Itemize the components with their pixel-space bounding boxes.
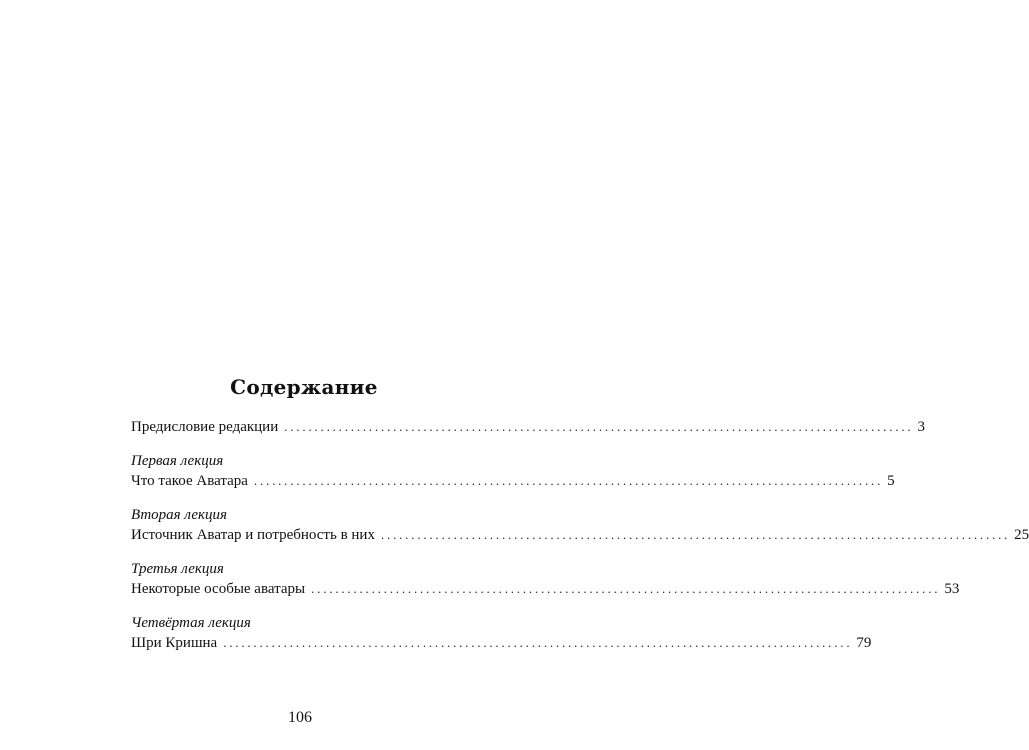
toc-entry-page: 5 [887, 473, 895, 489]
toc-entry-lecture-1 [131, 452, 895, 491]
toc-entry-row [131, 579, 960, 599]
dot-leader: ........................................................................................................ [253, 473, 884, 488]
toc-entry-lecture-3 [131, 560, 960, 599]
page-number: 106 [288, 709, 312, 726]
lecture-label: Вторая лекция [131, 507, 227, 523]
toc-entry-preface [131, 417, 925, 437]
dot-leader: ........................................................................................................ [223, 635, 853, 650]
toc-entry-lecture-4 [131, 614, 872, 653]
toc-entry-page: 53 [944, 581, 960, 597]
toc-entry-page: 79 [856, 635, 872, 651]
toc-entry-row [131, 525, 1029, 545]
dot-leader: ........................................................................................................ [284, 419, 914, 434]
toc-entries [131, 417, 1029, 653]
toc-entry-page: 3 [917, 419, 925, 435]
dot-leader: ........................................................................................................ [380, 527, 1011, 542]
toc-entry-title: Источник Аватар и потребность в них [131, 527, 375, 543]
toc-entry-title: Предисловие редакции [131, 419, 279, 435]
toc-entry-title: Что такое Аватара [131, 473, 248, 489]
toc-title: Содержание [230, 375, 378, 399]
toc-entry-title: Шри Кришна [131, 635, 218, 651]
toc-entry-row [131, 471, 895, 491]
toc-entry-row [131, 633, 872, 653]
lecture-label: Третья лекция [131, 561, 224, 577]
table-of-contents [131, 373, 1029, 668]
toc-entry-page: 25 [1014, 527, 1029, 543]
lecture-label: Первая лекция [131, 453, 224, 469]
dot-leader: ........................................................................................................ [311, 581, 941, 596]
toc-entry-lecture-2 [131, 506, 1029, 545]
lecture-label: Четвёртая лекция [131, 615, 251, 631]
toc-entry-title: Некоторые особые аватары [131, 581, 306, 597]
toc-entry-row [131, 417, 925, 437]
